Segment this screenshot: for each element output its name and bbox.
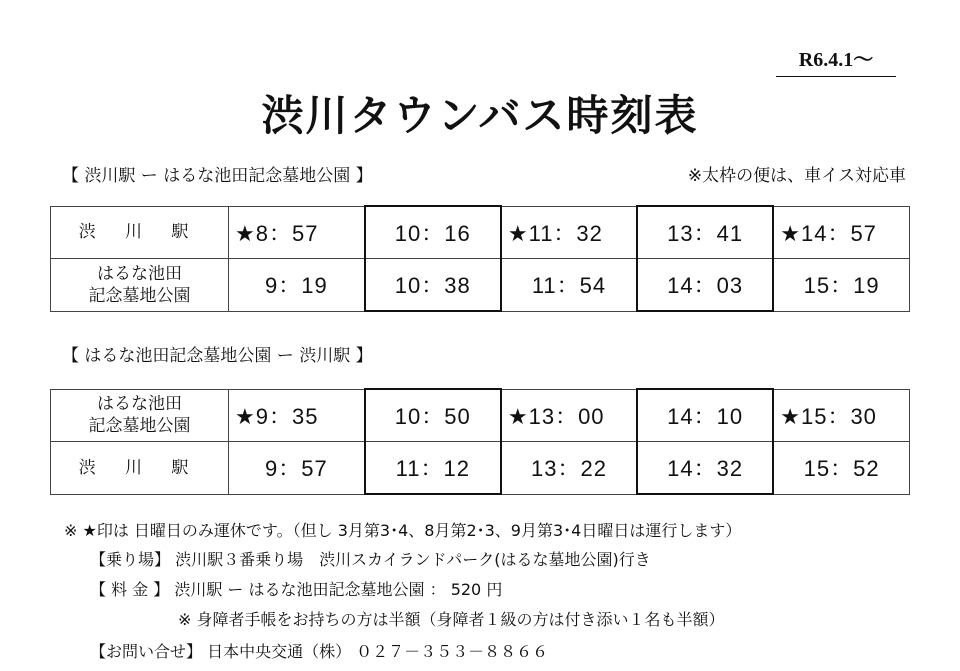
departure-time: ★13：00 <box>501 389 637 442</box>
timetable-return <box>50 388 910 495</box>
discount-note: ※ 身障者手帳をお持ちの方は半額（身障者１級の方は付き添い１名も半額） <box>178 610 725 629</box>
fare-info: 【 料 金 】 渋川駅 ー はるな池田記念墓地公園 ： 520 円 <box>90 580 503 599</box>
arrival-time: 13：22 <box>501 442 637 495</box>
departure-time: 10：16 <box>365 206 501 259</box>
departure-time: 10：50 <box>365 389 501 442</box>
arrival-time: 9：19 <box>229 259 365 312</box>
table-row <box>51 389 910 442</box>
arrival-time: 11：54 <box>501 259 637 312</box>
page-title: 渋川タウンバス時刻表 <box>261 91 699 140</box>
effective-date: R6.4.1～ <box>776 44 896 77</box>
section-heading-return: 【 はるな池田記念墓地公園 ー 渋川駅 】 <box>62 346 373 366</box>
table-row <box>51 206 910 259</box>
departure-time: ★8：57 <box>229 206 365 259</box>
timetable-outbound <box>50 205 910 312</box>
stop-name: はるな池田 記念墓地公園 <box>51 259 229 312</box>
departure-time: ★11：32 <box>501 206 637 259</box>
contact-info: 【お問い合せ】 日本中央交通（株） ０２７－３５３－８８６６ <box>90 642 549 661</box>
table-row <box>51 442 910 495</box>
arrival-time: 11：12 <box>365 442 501 495</box>
arrival-time: 15：19 <box>773 259 909 312</box>
arrival-time: 10：38 <box>365 259 501 312</box>
stop-name: はるな池田 記念墓地公園 <box>51 389 229 442</box>
departure-time: ★9：35 <box>229 389 365 442</box>
departure-time: 14：10 <box>637 389 773 442</box>
sunday-service-note: ※ ★印は 日曜日のみ運休です。（但し 3月第3･4、8月第2･3、9月第3･4日曜日は運行します） <box>64 521 742 540</box>
arrival-time: 15：52 <box>773 442 909 495</box>
table-row <box>51 259 910 312</box>
stop-name: 渋 川 駅 <box>51 206 229 259</box>
section-heading-outbound: 【 渋川駅 ー はるな池田記念墓地公園 】 <box>62 166 373 186</box>
departure-time: 13：41 <box>637 206 773 259</box>
wheelchair-note: ※太枠の便は、車イス対応車 <box>687 166 906 186</box>
stop-name: 渋 川 駅 <box>51 442 229 495</box>
arrival-time: 9：57 <box>229 442 365 495</box>
arrival-time: 14：32 <box>637 442 773 495</box>
arrival-time: 14：03 <box>637 259 773 312</box>
departure-time: ★14：57 <box>773 206 909 259</box>
departure-time: ★15：30 <box>773 389 909 442</box>
boarding-info: 【乗り場】 渋川駅３番乗り場 渋川スカイランドパーク(はるな墓地公園)行き <box>90 550 651 569</box>
